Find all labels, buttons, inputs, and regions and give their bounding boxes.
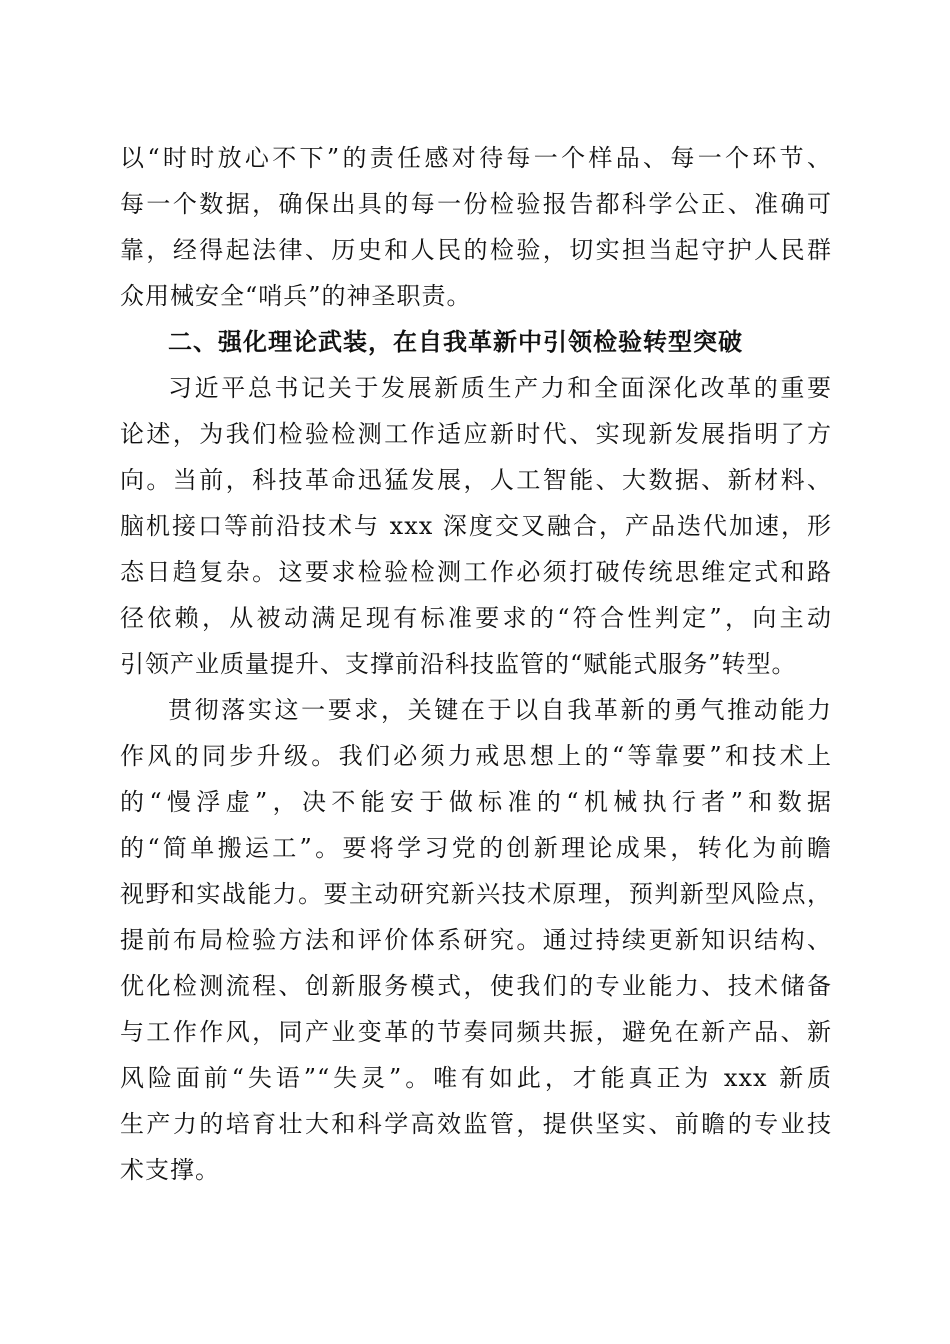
paragraph2-line-4: 的“简单搬运工”。要将学习党的创新理论成果，转化为前瞻: [120, 834, 832, 862]
paragraph1-line-5: 态日趋复杂。这要求检验检测工作必须打破传统思维定式和路: [120, 558, 832, 586]
paragraph2-line-8: 与工作作风，同产业变革的节奏同频共振，避免在新产品、新: [120, 1018, 832, 1046]
paragraph1-line-4: 脑机接口等前沿技术与 xxx 深度交叉融合，产品迭代加速，形: [120, 512, 832, 540]
paragraph1-line-2: 论述，为我们检验检测工作适应新时代、实现新发展指明了方: [120, 420, 832, 448]
intro-line-4: 众用械安全“哨兵”的神圣职责。: [120, 282, 472, 310]
section-heading: 二、强化理论武装，在自我革新中引领检验转型突破: [168, 328, 743, 356]
intro-line-3: 靠，经得起法律、历史和人民的检验，切实担当起守护人民群: [120, 236, 832, 264]
paragraph1-line-7: 引领产业质量提升、支撑前沿科技监管的“赋能式服务”转型。: [120, 650, 797, 678]
paragraph2-line-11: 术支撑。: [120, 1156, 220, 1184]
paragraph2-line-9: 风险面前“失语”“失灵”。唯有如此，才能真正为 xxx 新质: [120, 1064, 832, 1092]
paragraph2-line-6: 提前布局检验方法和评价体系研究。通过持续更新知识结构、: [120, 926, 832, 954]
paragraph2-line-10: 生产力的培育壮大和科学高效监管，提供坚实、前瞻的专业技: [120, 1110, 832, 1138]
paragraph2-line-3: 的“慢浮虚”，决不能安于做标准的“机械执行者”和数据: [120, 788, 832, 816]
paragraph1-line-3: 向。当前，科技革命迅猛发展，人工智能、大数据、新材料、: [120, 466, 832, 494]
paragraph2-line-1: 贯彻落实这一要求，关键在于以自我革新的勇气推动能力: [168, 696, 832, 724]
paragraph1-line-6: 径依赖，从被动满足现有标准要求的“符合性判定”，向主动: [120, 604, 832, 632]
paragraph2-line-5: 视野和实战能力。要主动研究新兴技术原理，预判新型风险点，: [120, 880, 832, 908]
paragraph1-line-1: 习近平总书记关于发展新质生产力和全面深化改革的重要: [168, 374, 832, 402]
intro-line-1: 以“时时放心不下”的责任感对待每一个样品、每一个环节、: [120, 144, 832, 172]
paragraph2-line-2: 作风的同步升级。我们必须力戒思想上的“等靠要”和技术上: [120, 742, 832, 770]
paragraph2-line-7: 优化检测流程、创新服务模式，使我们的专业能力、技术储备: [120, 972, 832, 1000]
intro-line-2: 每一个数据，确保出具的每一份检验报告都科学公正、准确可: [120, 190, 832, 218]
